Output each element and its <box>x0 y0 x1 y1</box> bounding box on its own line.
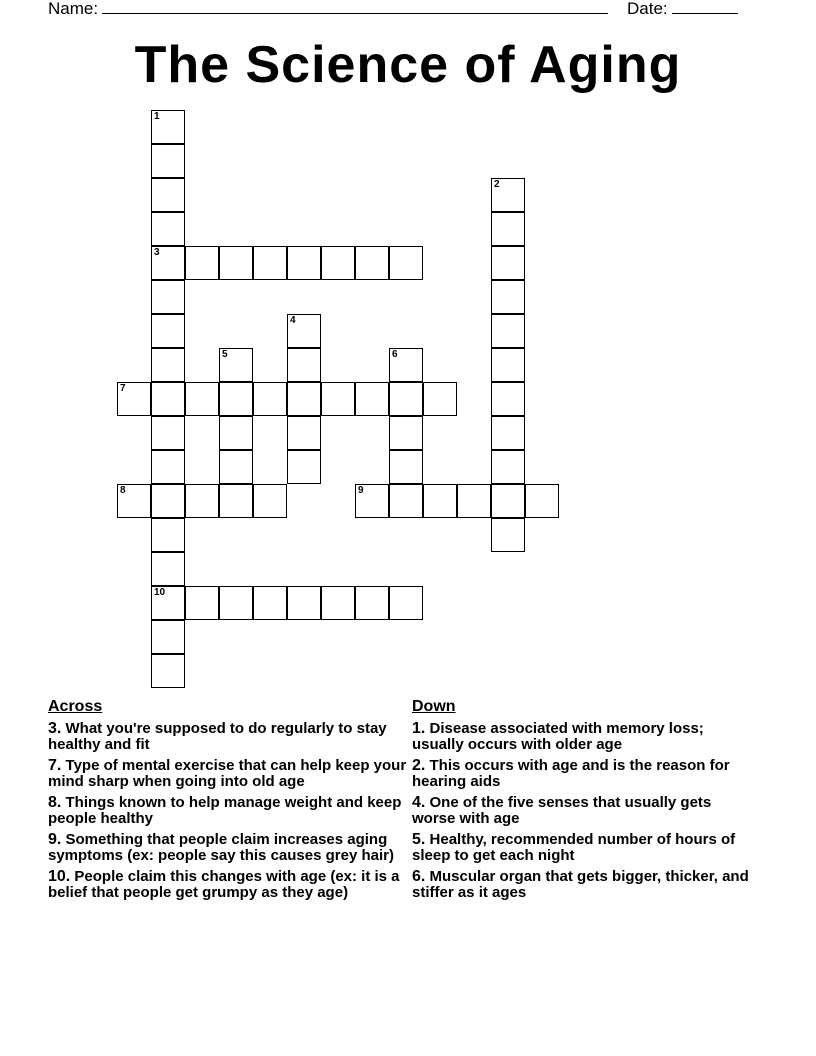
grid-cell[interactable] <box>151 484 185 518</box>
date-field[interactable] <box>627 0 738 19</box>
clue-text: Muscular organ that gets bigger, thicker, and stiffer as it ages <box>412 868 749 901</box>
grid-cell[interactable] <box>355 246 389 280</box>
grid-cell[interactable] <box>151 382 185 416</box>
clue-start-number: 9 <box>358 485 364 496</box>
date-label: Date: <box>627 0 668 18</box>
grid-cell[interactable] <box>151 144 185 178</box>
clue-number: 2. <box>412 757 426 774</box>
clue-start-number: 6 <box>392 349 398 360</box>
grid-cell[interactable] <box>321 382 355 416</box>
grid-cell[interactable] <box>423 484 457 518</box>
grid-cell[interactable] <box>151 280 185 314</box>
down-clue <box>412 869 752 901</box>
down-clue <box>412 832 752 864</box>
clue-text: Things known to help manage weight and keep people healthy <box>48 794 402 827</box>
grid-cell[interactable] <box>151 110 185 144</box>
clue-start-number: 2 <box>494 179 500 190</box>
grid-cell[interactable] <box>287 586 321 620</box>
clue-text: This occurs with age and is the reason for hearing aids <box>412 757 730 790</box>
grid-cell[interactable] <box>389 348 423 382</box>
grid-cell[interactable] <box>151 620 185 654</box>
grid-cell[interactable] <box>491 450 525 484</box>
clue-start-number: 3 <box>154 247 160 258</box>
grid-cell[interactable] <box>219 246 253 280</box>
grid-cell[interactable] <box>389 484 423 518</box>
grid-cell[interactable] <box>253 382 287 416</box>
grid-cell[interactable] <box>219 348 253 382</box>
page-title: The Science of Aging <box>134 36 682 94</box>
clue-start-number: 10 <box>154 587 166 598</box>
grid-cell[interactable] <box>151 518 185 552</box>
grid-cell[interactable] <box>355 382 389 416</box>
grid-cell[interactable] <box>491 416 525 450</box>
grid-cell[interactable] <box>219 586 253 620</box>
name-blank-line[interactable] <box>102 0 608 14</box>
clue-number: 1. <box>412 720 426 737</box>
grid-cell[interactable] <box>151 314 185 348</box>
grid-cell[interactable] <box>253 246 287 280</box>
grid-cell[interactable] <box>151 246 185 280</box>
across-clue <box>48 795 408 827</box>
across-clue <box>48 832 408 864</box>
grid-cell[interactable] <box>185 246 219 280</box>
across-clue <box>48 869 408 901</box>
clue-number: 9. <box>48 831 62 848</box>
grid-cell[interactable] <box>525 484 559 518</box>
down-heading: Down <box>412 698 456 715</box>
name-label: Name: <box>48 0 99 18</box>
grid-cell[interactable] <box>151 586 185 620</box>
clue-text: Something that people claim increases aging symptoms (ex: people say this causes grey hair) <box>48 831 394 864</box>
grid-cell[interactable] <box>151 178 185 212</box>
date-blank-line[interactable] <box>672 0 738 14</box>
down-clue <box>412 795 752 827</box>
grid-cell[interactable] <box>253 484 287 518</box>
clue-number: 6. <box>412 868 426 885</box>
across-clue <box>48 721 408 753</box>
clue-text: One of the five senses that usually gets worse with age <box>412 794 712 827</box>
grid-cell[interactable] <box>491 178 525 212</box>
grid-cell[interactable] <box>219 484 253 518</box>
grid-cell[interactable] <box>491 484 525 518</box>
grid-cell[interactable] <box>321 586 355 620</box>
across-clues <box>48 698 408 906</box>
clue-start-number: 1 <box>154 111 160 122</box>
clue-start-number: 5 <box>222 349 228 360</box>
grid-cell[interactable] <box>151 212 185 246</box>
grid-cell[interactable] <box>287 416 321 450</box>
clue-number: 10. <box>48 868 71 885</box>
grid-cell[interactable] <box>321 246 355 280</box>
clue-text: Type of mental exercise that can help keep your mind sharp when going into old age <box>48 757 407 790</box>
down-clue <box>412 758 752 790</box>
clue-text: People claim this changes with age (ex: it is a belief that people get grumpy as they age) <box>48 868 400 901</box>
grid-cell[interactable] <box>185 382 219 416</box>
grid-cell[interactable] <box>355 586 389 620</box>
grid-cell[interactable] <box>491 382 525 416</box>
grid-cell[interactable] <box>185 484 219 518</box>
grid-cell[interactable] <box>219 416 253 450</box>
grid-cell[interactable] <box>423 382 457 416</box>
grid-cell[interactable] <box>287 450 321 484</box>
clue-number: 7. <box>48 757 62 774</box>
grid-cell[interactable] <box>117 484 151 518</box>
grid-cell[interactable] <box>389 586 423 620</box>
across-clue <box>48 758 408 790</box>
grid-cell[interactable] <box>287 382 321 416</box>
down-clue <box>412 721 752 753</box>
grid-cell[interactable] <box>491 280 525 314</box>
clue-number: 3. <box>48 720 62 737</box>
clue-start-number: 4 <box>290 315 296 326</box>
grid-cell[interactable] <box>491 518 525 552</box>
grid-cell[interactable] <box>151 416 185 450</box>
clue-number: 8. <box>48 794 62 811</box>
clue-start-number: 7 <box>120 383 126 394</box>
down-clues <box>412 698 752 906</box>
grid-cell[interactable] <box>287 314 321 348</box>
grid-cell[interactable] <box>491 212 525 246</box>
grid-cell[interactable] <box>287 348 321 382</box>
clue-number: 5. <box>412 831 426 848</box>
grid-cell[interactable] <box>219 382 253 416</box>
grid-cell[interactable] <box>151 450 185 484</box>
grid-cell[interactable] <box>389 246 423 280</box>
grid-cell[interactable] <box>151 654 185 688</box>
grid-cell[interactable] <box>355 484 389 518</box>
clue-text: What you're supposed to do regularly to stay healthy and fit <box>48 720 387 753</box>
grid-cell[interactable] <box>219 450 253 484</box>
clue-number: 4. <box>412 794 426 811</box>
grid-cell[interactable] <box>151 552 185 586</box>
grid-cell[interactable] <box>389 416 423 450</box>
grid-cell[interactable] <box>117 382 151 416</box>
clue-text: Healthy, recommended number of hours of sleep to get each night <box>412 831 736 864</box>
grid-cell[interactable] <box>389 382 423 416</box>
clue-start-number: 8 <box>120 485 126 496</box>
grid-cell[interactable] <box>287 246 321 280</box>
grid-cell[interactable] <box>185 586 219 620</box>
grid-cell[interactable] <box>151 348 185 382</box>
grid-cell[interactable] <box>491 314 525 348</box>
grid-cell[interactable] <box>457 484 491 518</box>
grid-cell[interactable] <box>491 246 525 280</box>
grid-cell[interactable] <box>253 586 287 620</box>
across-heading: Across <box>48 698 103 715</box>
grid-cell[interactable] <box>491 348 525 382</box>
clue-text: Disease associated with memory loss; usually occurs with older age <box>412 720 704 753</box>
name-field[interactable] <box>48 0 608 19</box>
grid-cell[interactable] <box>389 450 423 484</box>
